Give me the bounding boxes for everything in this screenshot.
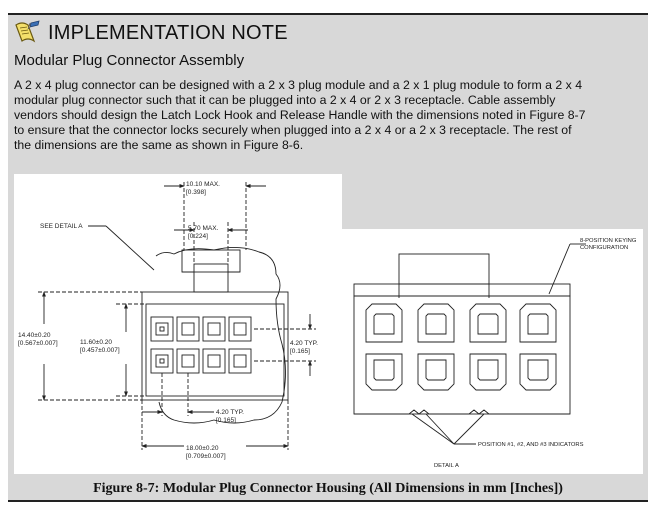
body-line: A 2 x 4 plug connector can be designed with a 2 x 3 plug module and a 2 x 1 plug module to form a 2 x 4 [14,78,583,92]
dim-top-width-inch-label: [0.398] [186,189,206,196]
body-line: vendors should design the Latch Lock Hook and Release Handle with the dimensions noted in Figure 8-7 [14,108,586,122]
keying-label-line2: CONFIGURATION [580,245,629,251]
body-line: to ensure that the connector locks securely when plugged into a 2 x 4 or a 2 x 3 receptacle. The rest of [14,123,572,137]
dim-horizontal-pitch-inch-label: [0.165] [216,417,236,424]
body-line: modular plug connector such that it can be plugged into a 2 x 4 or 2 x 3 receptacle. Cable assembly [14,93,556,107]
note-title: IMPLEMENTATION NOTE [48,21,288,44]
top-rule [8,13,648,15]
dim-inner-height-label: 11.60±0.20 [80,339,113,346]
dim-latch-label: 5.70 MAX. [188,225,219,232]
note-subtitle: Modular Plug Connector Assembly [14,52,245,69]
dim-width-inch-label: [0.709±0.007] [186,453,226,460]
dim-outer-height-label: 14.40±0.20 [18,332,51,339]
dim-vertical-pitch-label: 4.20 TYP. [290,340,318,347]
dim-vertical-pitch-inch-label: [0.165] [290,348,310,355]
note-pencil-icon [12,19,42,47]
figure-caption: Figure 8-7: Modular Plug Connector Housing (All Dimensions in mm [Inches]) [93,481,563,496]
dim-horizontal-pitch-label: 4.20 TYP. [216,409,244,416]
dim-latch-inch-label: [0.224] [188,233,208,240]
dim-top-width-label: 10.10 MAX. [186,181,220,188]
position-indicators-label: POSITION #1, #2, AND #3 INDICATORS [478,442,584,448]
note-body [14,78,644,153]
dim-width-label: 18.00±0.20 [186,445,219,452]
bottom-rule [8,500,648,502]
detail-a-label: DETAIL A [434,463,459,469]
see-detail-label: SEE DETAIL A [40,223,83,230]
dim-inner-height-inch-label: [0.457±0.007] [80,347,120,354]
connector-drawing [14,174,643,474]
note-header [12,19,288,47]
body-line: the dimensions are the same as shown in Figure 8-6. [14,138,304,152]
keying-label-line1: 8-POSITION KEYING [580,238,637,244]
dim-outer-height-inch-label: [0.567±0.007] [18,340,58,347]
